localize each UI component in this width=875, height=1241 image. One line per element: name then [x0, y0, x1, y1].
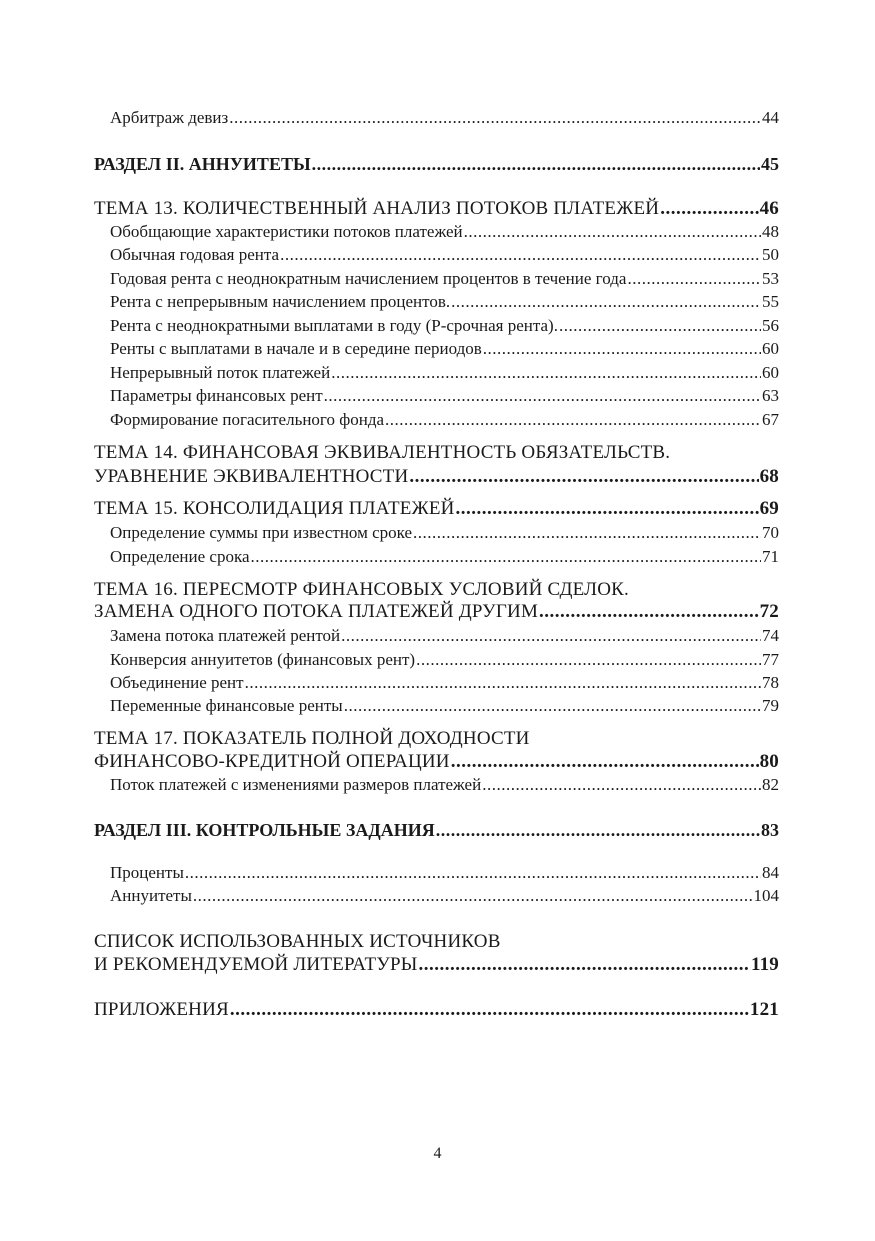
toc-leader [483, 337, 761, 361]
toc-entry-title: ЗАМЕНА ОДНОГО ПОТОКА ПЛАТЕЖЕЙ ДРУГИМ [94, 601, 539, 622]
toc-entry-title: Аннуитеты [110, 886, 192, 905]
toc-leader [385, 408, 761, 432]
toc-entry-title: Конверсия аннуитетов (финансовых рент) [110, 650, 416, 669]
toc-entry-page: 74 [762, 626, 779, 645]
toc-leader [660, 197, 758, 221]
toc-leader [413, 521, 761, 545]
toc-entry-page: 70 [762, 523, 779, 542]
toc-entry-title: ПРИЛОЖЕНИЯ [94, 999, 229, 1020]
toc-entry-title: И РЕКОМЕНДУЕМОЙ ЛИТЕРАТУРЫ [94, 954, 418, 975]
toc-entry-page: 60 [762, 363, 779, 382]
toc-leader [436, 818, 760, 842]
toc-entry-page: 79 [762, 696, 779, 715]
toc-entry-page: 69 [759, 498, 779, 519]
toc-leader [456, 497, 759, 521]
toc-leader [331, 361, 761, 385]
toc-entry-title: Объединение рент [110, 673, 244, 692]
toc-entry-title: Проценты [110, 863, 184, 882]
toc-entry-page: 55 [762, 292, 779, 311]
toc-entry-title: ФИНАНСОВО-КРЕДИТНОЙ ОПЕРАЦИИ [94, 751, 450, 772]
toc-leader [409, 465, 758, 489]
toc-entry-page: 82 [762, 775, 779, 794]
toc-entry-page: 119 [750, 954, 779, 975]
toc-entry-page: 44 [762, 108, 779, 127]
toc-entry-topic-17[interactable] [94, 750, 779, 774]
toc-entry-page: 72 [759, 601, 779, 622]
toc-leader [230, 998, 749, 1022]
toc-leader [539, 600, 759, 624]
toc-entry-topic-13[interactable] [94, 197, 779, 221]
toc-entry-topic-16[interactable] [94, 600, 779, 624]
toc-entry-page: 71 [762, 547, 779, 566]
toc-sources-line-1: СПИСОК ИСПОЛЬЗОВАННЫХ ИСТОЧНИКОВ [94, 931, 501, 952]
toc-entry-title: Замена потока платежей рентой [110, 626, 341, 645]
toc-entry-17-1[interactable] [110, 773, 779, 797]
toc-entry-15-2[interactable] [110, 545, 779, 569]
toc-entry-13-1[interactable] [110, 220, 779, 244]
toc-topic-17-line-1: ТЕМА 17. ПОКАЗАТЕЛЬ ПОЛНОЙ ДОХОДНОСТИ [94, 728, 530, 749]
toc-leader [185, 861, 761, 885]
toc-entry-page: 56 [762, 316, 779, 335]
toc-leader [324, 384, 761, 408]
toc-leader [416, 648, 761, 672]
toc-entry-16-4[interactable] [110, 694, 779, 718]
toc-entry-page: 83 [761, 820, 779, 840]
toc-leader [451, 290, 761, 314]
toc-entry-title: Обобщающие характеристики потоков платежей [110, 222, 463, 241]
toc-entry-title: Рента с неоднократными выплатами в году (Р-срочная рента). [110, 316, 558, 335]
toc-entry-title: Формирование погасительного фонда [110, 410, 385, 429]
toc-leader [464, 220, 761, 244]
toc-entry-page: 121 [749, 999, 779, 1020]
toc-leader [193, 884, 753, 908]
toc-entry-page: 63 [762, 386, 779, 405]
toc-entry-section-3[interactable] [94, 818, 779, 842]
toc-entry-title: Определение суммы при известном сроке [110, 523, 413, 542]
toc-entry-13-9[interactable] [110, 408, 779, 432]
toc-entry-13-2[interactable] [110, 243, 779, 267]
toc-leader [312, 152, 760, 176]
toc-entry-page: 60 [762, 339, 779, 358]
toc-entry-page: 80 [759, 751, 779, 772]
toc-entry-title: УРАВНЕНИЕ ЭКВИВАЛЕНТНОСТИ [94, 466, 409, 487]
toc-entry-page: 78 [762, 673, 779, 692]
toc-entry-3-2[interactable] [110, 884, 779, 908]
toc-entry-title: Ренты с выплатами в начале и в середине периодов [110, 339, 482, 358]
toc-leader [280, 243, 761, 267]
toc-entry-page: 68 [759, 466, 779, 487]
toc-entry-3-1[interactable] [110, 861, 779, 885]
toc-topic-14-line-1: ТЕМА 14. ФИНАНСОВАЯ ЭКВИВАЛЕНТНОСТЬ ОБЯЗАТЕЛЬСТВ. [94, 442, 671, 463]
toc-entry-title: Арбитраж девиз [110, 108, 229, 127]
toc-entry-page: 77 [762, 650, 779, 669]
toc-entry-16-3[interactable] [110, 671, 779, 695]
toc-entry-title: ТЕМА 13. КОЛИЧЕСТВЕННЫЙ АНАЛИЗ ПОТОКОВ ПЛАТЕЖЕЙ [94, 198, 660, 219]
toc-entry-title: Обычная годовая рента [110, 245, 280, 264]
toc-entry-13-6[interactable] [110, 337, 779, 361]
toc-entry-16-1[interactable] [110, 624, 779, 648]
toc-leader [451, 750, 759, 774]
toc-entry-title: Параметры финансовых рент [110, 386, 323, 405]
toc-entry-13-8[interactable] [110, 384, 779, 408]
toc-entry-title: Определение срока [110, 547, 250, 566]
page-number: 4 [433, 1145, 442, 1162]
toc-leader [627, 267, 761, 291]
toc-entry-title: Переменные финансовые ренты [110, 696, 343, 715]
toc-leader [482, 773, 761, 797]
toc-entry-15-1[interactable] [110, 521, 779, 545]
toc-leader [251, 545, 761, 569]
toc-entry-title: Непрерывный поток платежей [110, 363, 331, 382]
toc-entry-title: Рента с непрерывным начислением процентов. [110, 292, 451, 311]
toc-entry-title: РАЗДЕЛ III. КОНТРОЛЬНЫЕ ЗАДАНИЯ [94, 820, 435, 840]
toc-entry-page: 67 [762, 410, 779, 429]
toc-entry-appendix[interactable] [94, 998, 779, 1022]
toc-entry-title: Годовая рента с неоднократным начислением процентов в течение года [110, 269, 627, 288]
toc-leader [245, 671, 761, 695]
toc-entry-13-5[interactable] [110, 314, 779, 338]
toc-entry-section-2[interactable] [94, 152, 779, 176]
toc-entry-page: 50 [762, 245, 779, 264]
toc-leader [419, 953, 750, 977]
toc-entry-title: Поток платежей с изменениями размеров платежей [110, 775, 482, 794]
toc-entry-page: 46 [759, 198, 779, 219]
toc-entry-page: 104 [753, 886, 779, 905]
toc-entry-title: ТЕМА 15. КОНСОЛИДАЦИЯ ПЛАТЕЖЕЙ [94, 498, 455, 519]
toc-entry-page: 45 [761, 154, 779, 174]
toc-entry-13-7[interactable] [110, 361, 779, 385]
toc-leader [559, 314, 761, 338]
toc-leader [229, 106, 761, 130]
toc-leader [344, 694, 761, 718]
toc-entry-13-3[interactable] [110, 267, 779, 291]
toc-entry-page: 84 [762, 863, 779, 882]
toc-entry-topic-14[interactable] [94, 465, 779, 489]
toc-topic-16-line-1: ТЕМА 16. ПЕРЕСМОТР ФИНАНСОВЫХ УСЛОВИЙ СДЕЛОК. [94, 579, 629, 600]
toc-leader [341, 624, 761, 648]
toc-entry-topic-15[interactable] [94, 497, 779, 521]
toc-entry-title: РАЗДЕЛ II. АННУИТЕТЫ [94, 154, 311, 174]
toc-entry-page: 48 [762, 222, 779, 241]
toc-entry-13-4[interactable] [110, 290, 779, 314]
toc-entry-16-2[interactable] [110, 648, 779, 672]
toc-entry-page: 53 [762, 269, 779, 288]
toc-entry-sources[interactable] [94, 953, 779, 977]
toc-entry-arbitrage[interactable] [110, 106, 779, 130]
